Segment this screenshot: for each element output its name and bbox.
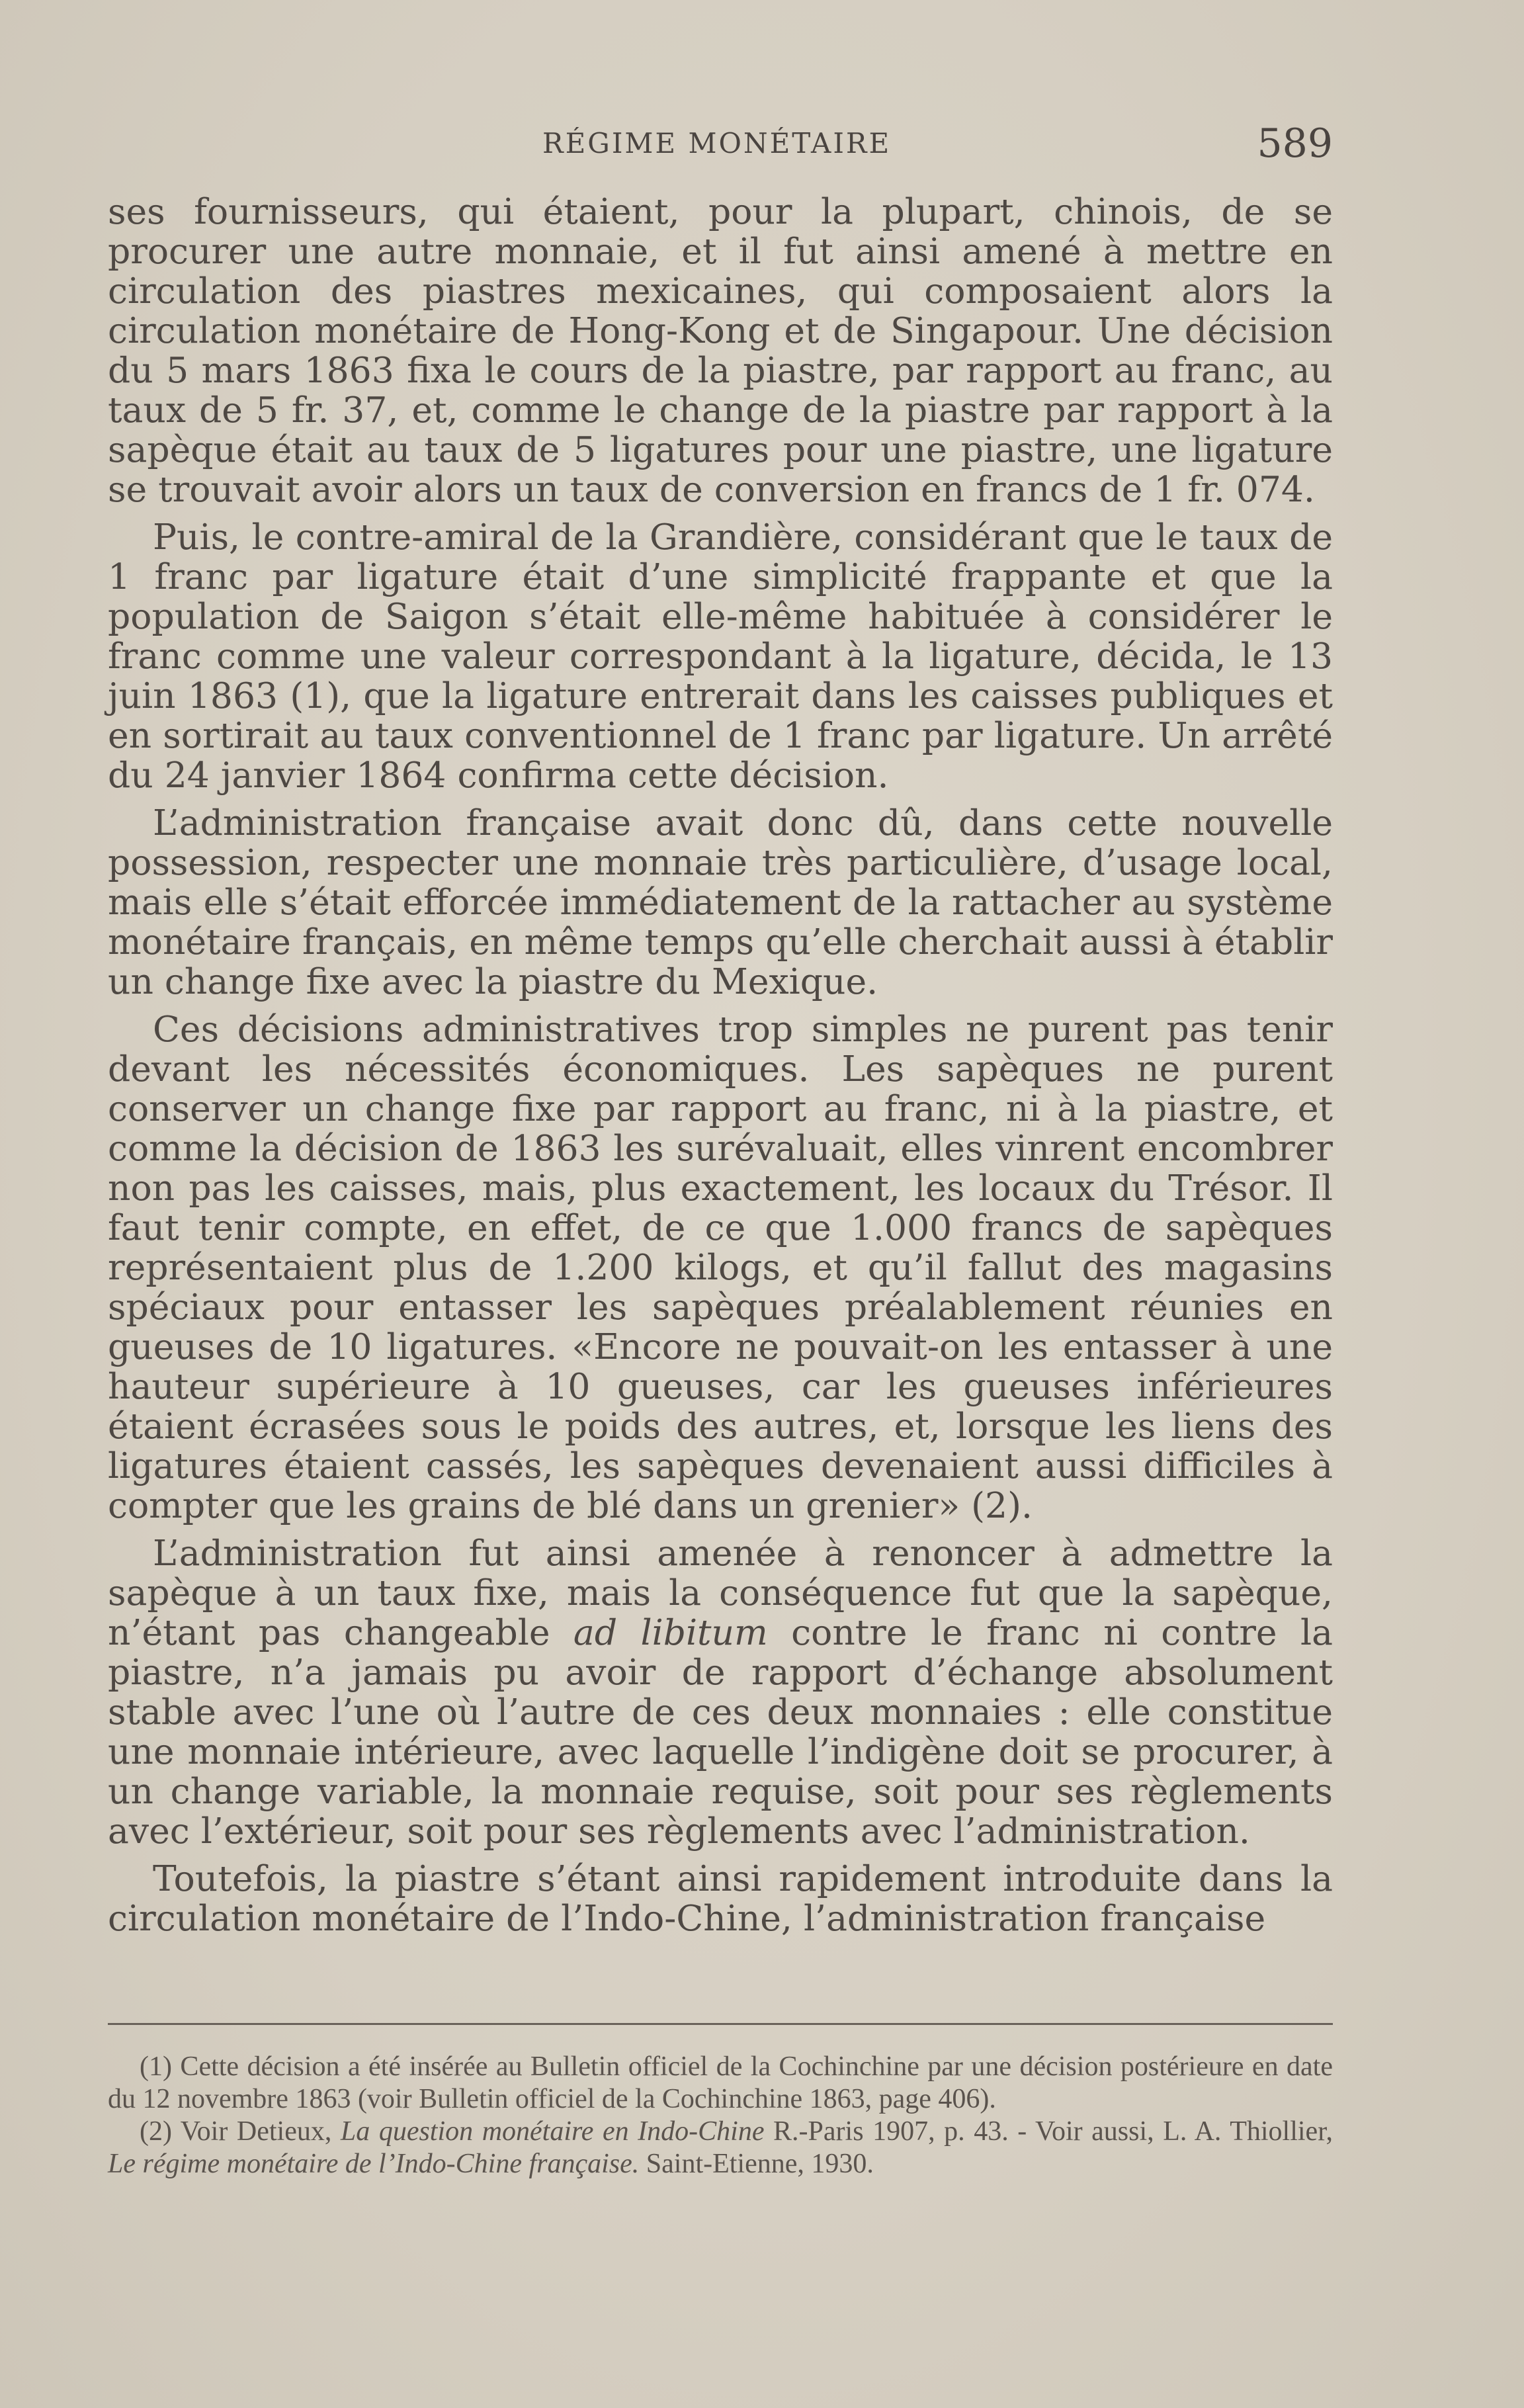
footnotes <box>108 2051 1333 2180</box>
running-head: RÉGIME MONÉTAIRE <box>542 127 892 159</box>
footnote-2-title-2: Le régime monétaire de l’Indo-Chine française. <box>108 2149 640 2179</box>
footnote-2-title-1: La question monétaire en Indo-Chine <box>340 2116 765 2147</box>
footnote-2-part-a: (2) Voir Detieux, <box>140 2116 341 2147</box>
page-number: 589 <box>1257 120 1333 167</box>
footnote-2 <box>108 2116 1333 2180</box>
paragraph-5-italic: ad libitum <box>573 1612 768 1653</box>
paragraph-4: Ces décisions administratives trop simples ne purent pas tenir devant les nécessités économiques. Les sapèques ne purent conserver un change fixe par rapport au franc, ni à la piastre, et comme la décision de 1863 les surévaluait, elles vinrent encombrer non pas les caisses, mais, plus exactement, les locaux du Trésor. Il faut tenir compte, en effet, de ce que 1.000 francs de sapèques représentaient plus de 1.200 kilogs, et qu’il fallut des magasins spéciaux pour entasser les sapèques préalablement réunies en gueuses de 10 ligatures. «Encore ne pouvait-on les entasser à une hauteur supérieure à 10 gueuses, car les gueuses inférieures étaient écrasées sous le poids des autres, et, lorsque les liens des ligatures étaient cassés, les sapèques devenaient aussi difficiles à compter que les grains de blé dans un grenier» (2). <box>108 1008 1333 1526</box>
paragraph-5-start: L’administration fut ainsi amenée à renoncer à admettre la sapèque à un taux fixe, mais la conséquence fut que la sapèque, n’étant pas changeable <box>108 1532 1333 1653</box>
paragraph-5-end: contre le franc ni contre la piastre, n’a jamais pu avoir de rapport d’échange absolument stable avec l’une où l’autre de ces deux monnaies : elle constitue une monnaie intérieure, avec laquelle l’indigène doit se procurer, à un change variable, la monnaie requise, soit pour ses règlements avec l’extérieur, soit pour ses règlements avec l’administration. <box>108 1612 1333 1852</box>
paragraph-2: Puis, le contre-amiral de la Grandière, considérant que le taux de 1 franc par ligature était d’une simplicité frappante et que la population de Saigon s’était elle-même habituée à considérer le franc comme une valeur correspondant à la ligature, décida, le 13 juin 1863 (1), que la ligature entrerait dans les caisses publiques et en sortirait au taux conventionnel de 1 franc par ligature. Un arrêté du 24 janvier 1864 confirma cette décision. <box>108 516 1333 796</box>
footnote-rule <box>108 2023 1333 2025</box>
page-header <box>109 114 1333 173</box>
footnote-1: (1) Cette décision a été insérée au Bulletin officiel de la Cochinchine par une décision postérieure en date du 12 novembre 1863 (voir Bulletin officiel de la Cochinchine 1863, page 406). <box>108 2051 1333 2114</box>
paragraph-5 <box>108 1533 1333 1851</box>
paragraph-6: Toutefois, la piastre s’étant ainsi rapidement introduite dans la circulation monétaire de l’Indo-Chine, l’administration française <box>108 1858 1333 1939</box>
footnote-2-part-e: Saint-Etienne, 1930. <box>639 2149 874 2179</box>
footnote-2-part-c: R.-Paris 1907, p. 43. - Voir aussi, L. A. Thiollier, <box>764 2116 1333 2147</box>
paragraph-3: L’administration française avait donc dû, dans cette nouvelle possession, respecter une monnaie très particulière, d’usage local, mais elle s’était efforcée immédiatement de la rattacher au système monétaire français, en même temps qu’elle cherchait aussi à établir un change fixe avec la piastre du Mexique. <box>108 802 1333 1002</box>
body-text <box>108 192 1333 1938</box>
paragraph-1: ses fournisseurs, qui étaient, pour la plupart, chinois, de se procurer une autre monnaie, et il fut ainsi amené à mettre en circulation des piastres mexicaines, qui composaient alors la circulation monétaire de Hong-Kong et de Singapour. Une décision du 5 mars 1863 fixa le cours de la piastre, par rapport au franc, au taux de 5 fr. 37, et, comme le change de la piastre par rapport à la sapèque était au taux de 5 ligatures pour une piastre, une ligature se trouvait avoir alors un taux de conversion en francs de 1 fr. 074. <box>108 191 1333 510</box>
